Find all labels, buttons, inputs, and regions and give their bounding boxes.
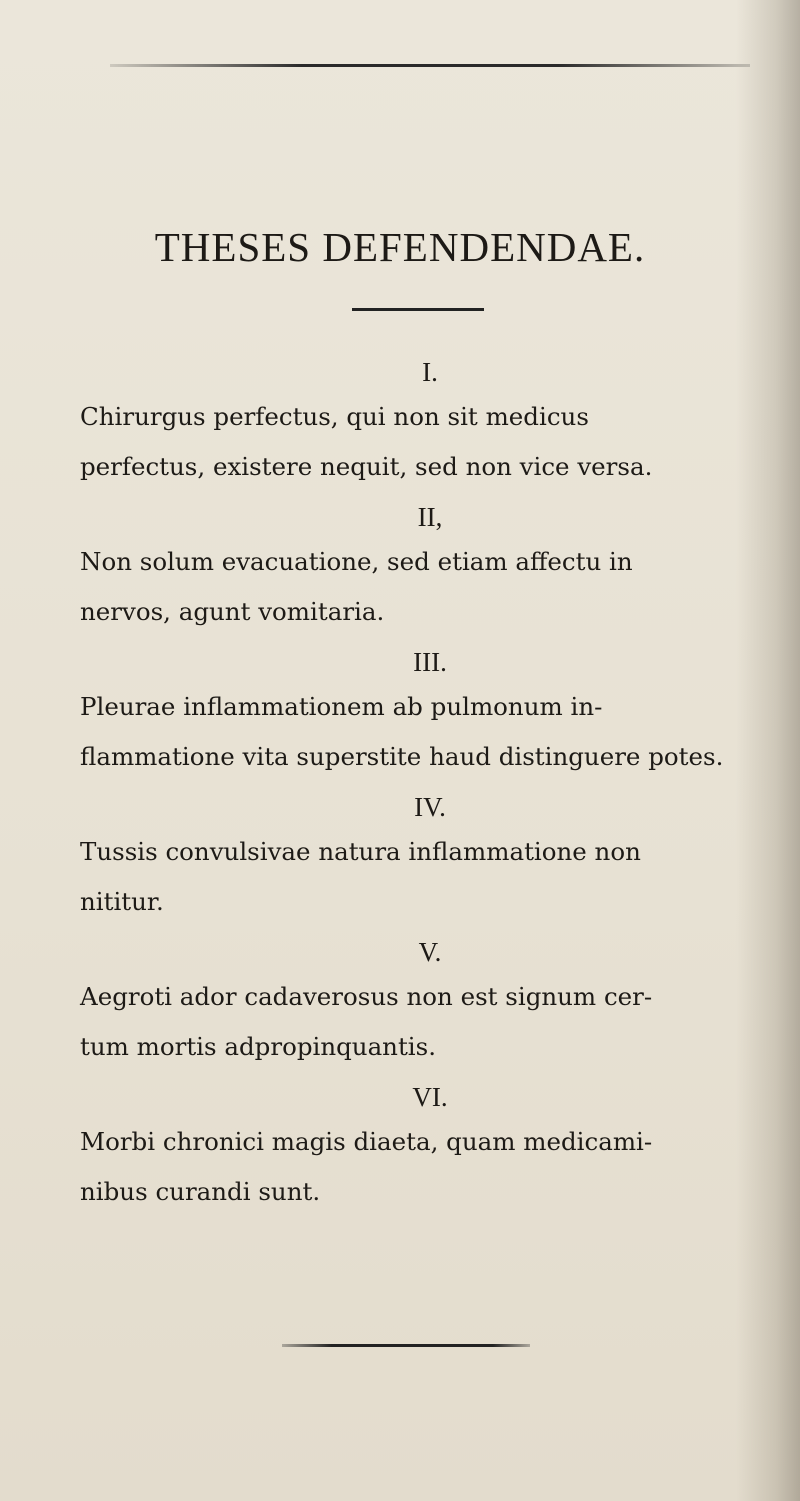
thesis-numeral: III.	[413, 647, 447, 677]
thesis-line: Chirurgus perfectus, qui non sit medicus	[80, 402, 589, 431]
thesis-line: Non solum evacuatione, sed etiam affectu in	[80, 547, 633, 576]
top-rule	[110, 64, 750, 67]
thesis-4	[80, 787, 780, 927]
thesis-line: perfectus, existere nequit, sed non vice versa.	[80, 452, 653, 481]
page-title: THESES DEFENDENDAE.	[154, 224, 646, 270]
thesis-line: Aegroti ador cadaverosus non est signum cer-	[80, 982, 653, 1011]
thesis-line: Tussis convulsivae natura inflammatione non	[80, 837, 641, 866]
title-divider	[352, 308, 484, 311]
thesis-numeral: II,	[417, 502, 443, 532]
thesis-line: flammatione vita superstite haud distinguere potes.	[80, 742, 724, 771]
thesis-line: tum mortis adpropinquantis.	[80, 1032, 437, 1061]
thesis-1	[80, 352, 780, 492]
thesis-line: Morbi chronici magis diaeta, quam medicami-	[80, 1127, 653, 1156]
thesis-5	[80, 932, 780, 1072]
thesis-2	[80, 497, 780, 637]
thesis-line: Pleurae inflammationem ab pulmonum in-	[80, 692, 603, 721]
thesis-numeral: V.	[418, 937, 442, 967]
thesis-line: nibus curandi sunt.	[80, 1177, 321, 1206]
thesis-line: nervos, agunt vomitaria.	[80, 597, 385, 626]
thesis-numeral: I.	[422, 357, 438, 387]
thesis-3	[80, 642, 780, 782]
thesis-line: nititur.	[80, 887, 164, 916]
thesis-numeral: IV.	[414, 792, 446, 822]
thesis-6	[80, 1077, 780, 1217]
bottom-rule	[282, 1344, 530, 1347]
thesis-numeral: VI.	[412, 1082, 448, 1112]
